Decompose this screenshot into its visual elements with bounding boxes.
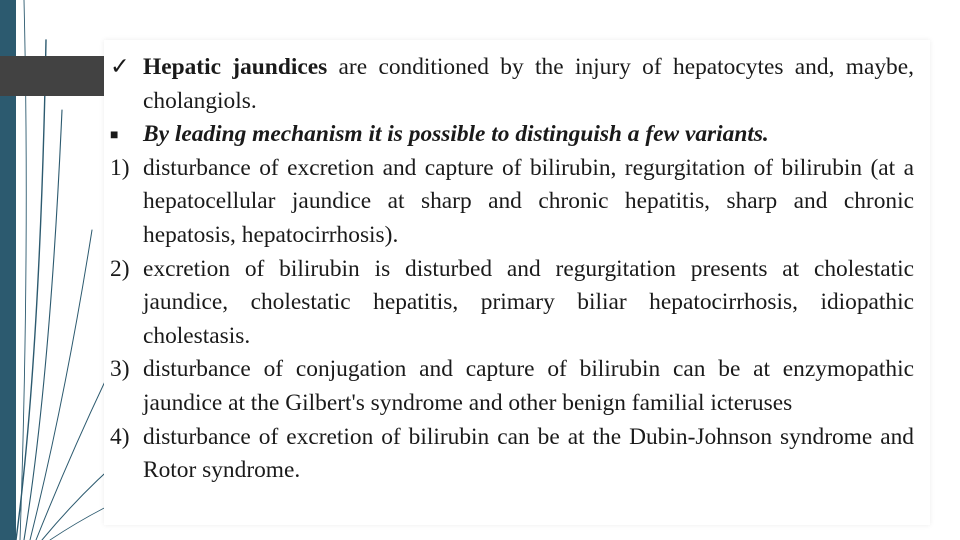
list-item-text: disturbance of excretion of bilirubin can be at the Dubin-Johnson syndrome and Rotor syndrome. [143,423,914,484]
list-item [110,253,914,354]
intro-bold-term: Hepatic jaundices [143,54,328,80]
list-item [110,421,914,488]
square-bullet-icon: ■ [110,128,119,144]
intro-bullet [110,51,914,118]
list-item-text: excretion of bilirubin is disturbed and regurgitation presents at cholestatic jaundice, cholestatic hepatitis, primary biliar hepatocirrhosis, idiopathic cholestasis. [143,255,914,349]
list-item [110,152,914,253]
list-item-number: 1) [110,154,130,181]
list-item-number: 2) [110,255,130,282]
intro-text: are conditioned by the injury of hepatocytes and, maybe, cholangiols. [143,54,914,114]
list-item-text: disturbance of conjugation and capture of bilirubin can be at enzymopathic jaundice at the Gilbert's syndrome and other benign familial icteruses [143,356,914,416]
list-item [110,353,914,420]
subheading-text: By leading mechanism it is possible to distinguish a few variants. [143,121,769,148]
slide-content [110,51,914,488]
subheading-bullet [110,118,914,152]
list-item-number: 4) [110,423,130,450]
list-item-text: disturbance of excretion and capture of bilirubin, regurgitation of bilirubin (at a hepatocellular jaundice at sharp and chronic hepatitis, sharp and chronic hepatosis, hepatocirrhosis). [143,154,914,248]
accent-tab [0,56,104,96]
checkmark-icon: ✓ [110,54,130,80]
list-item-number: 3) [110,356,130,383]
